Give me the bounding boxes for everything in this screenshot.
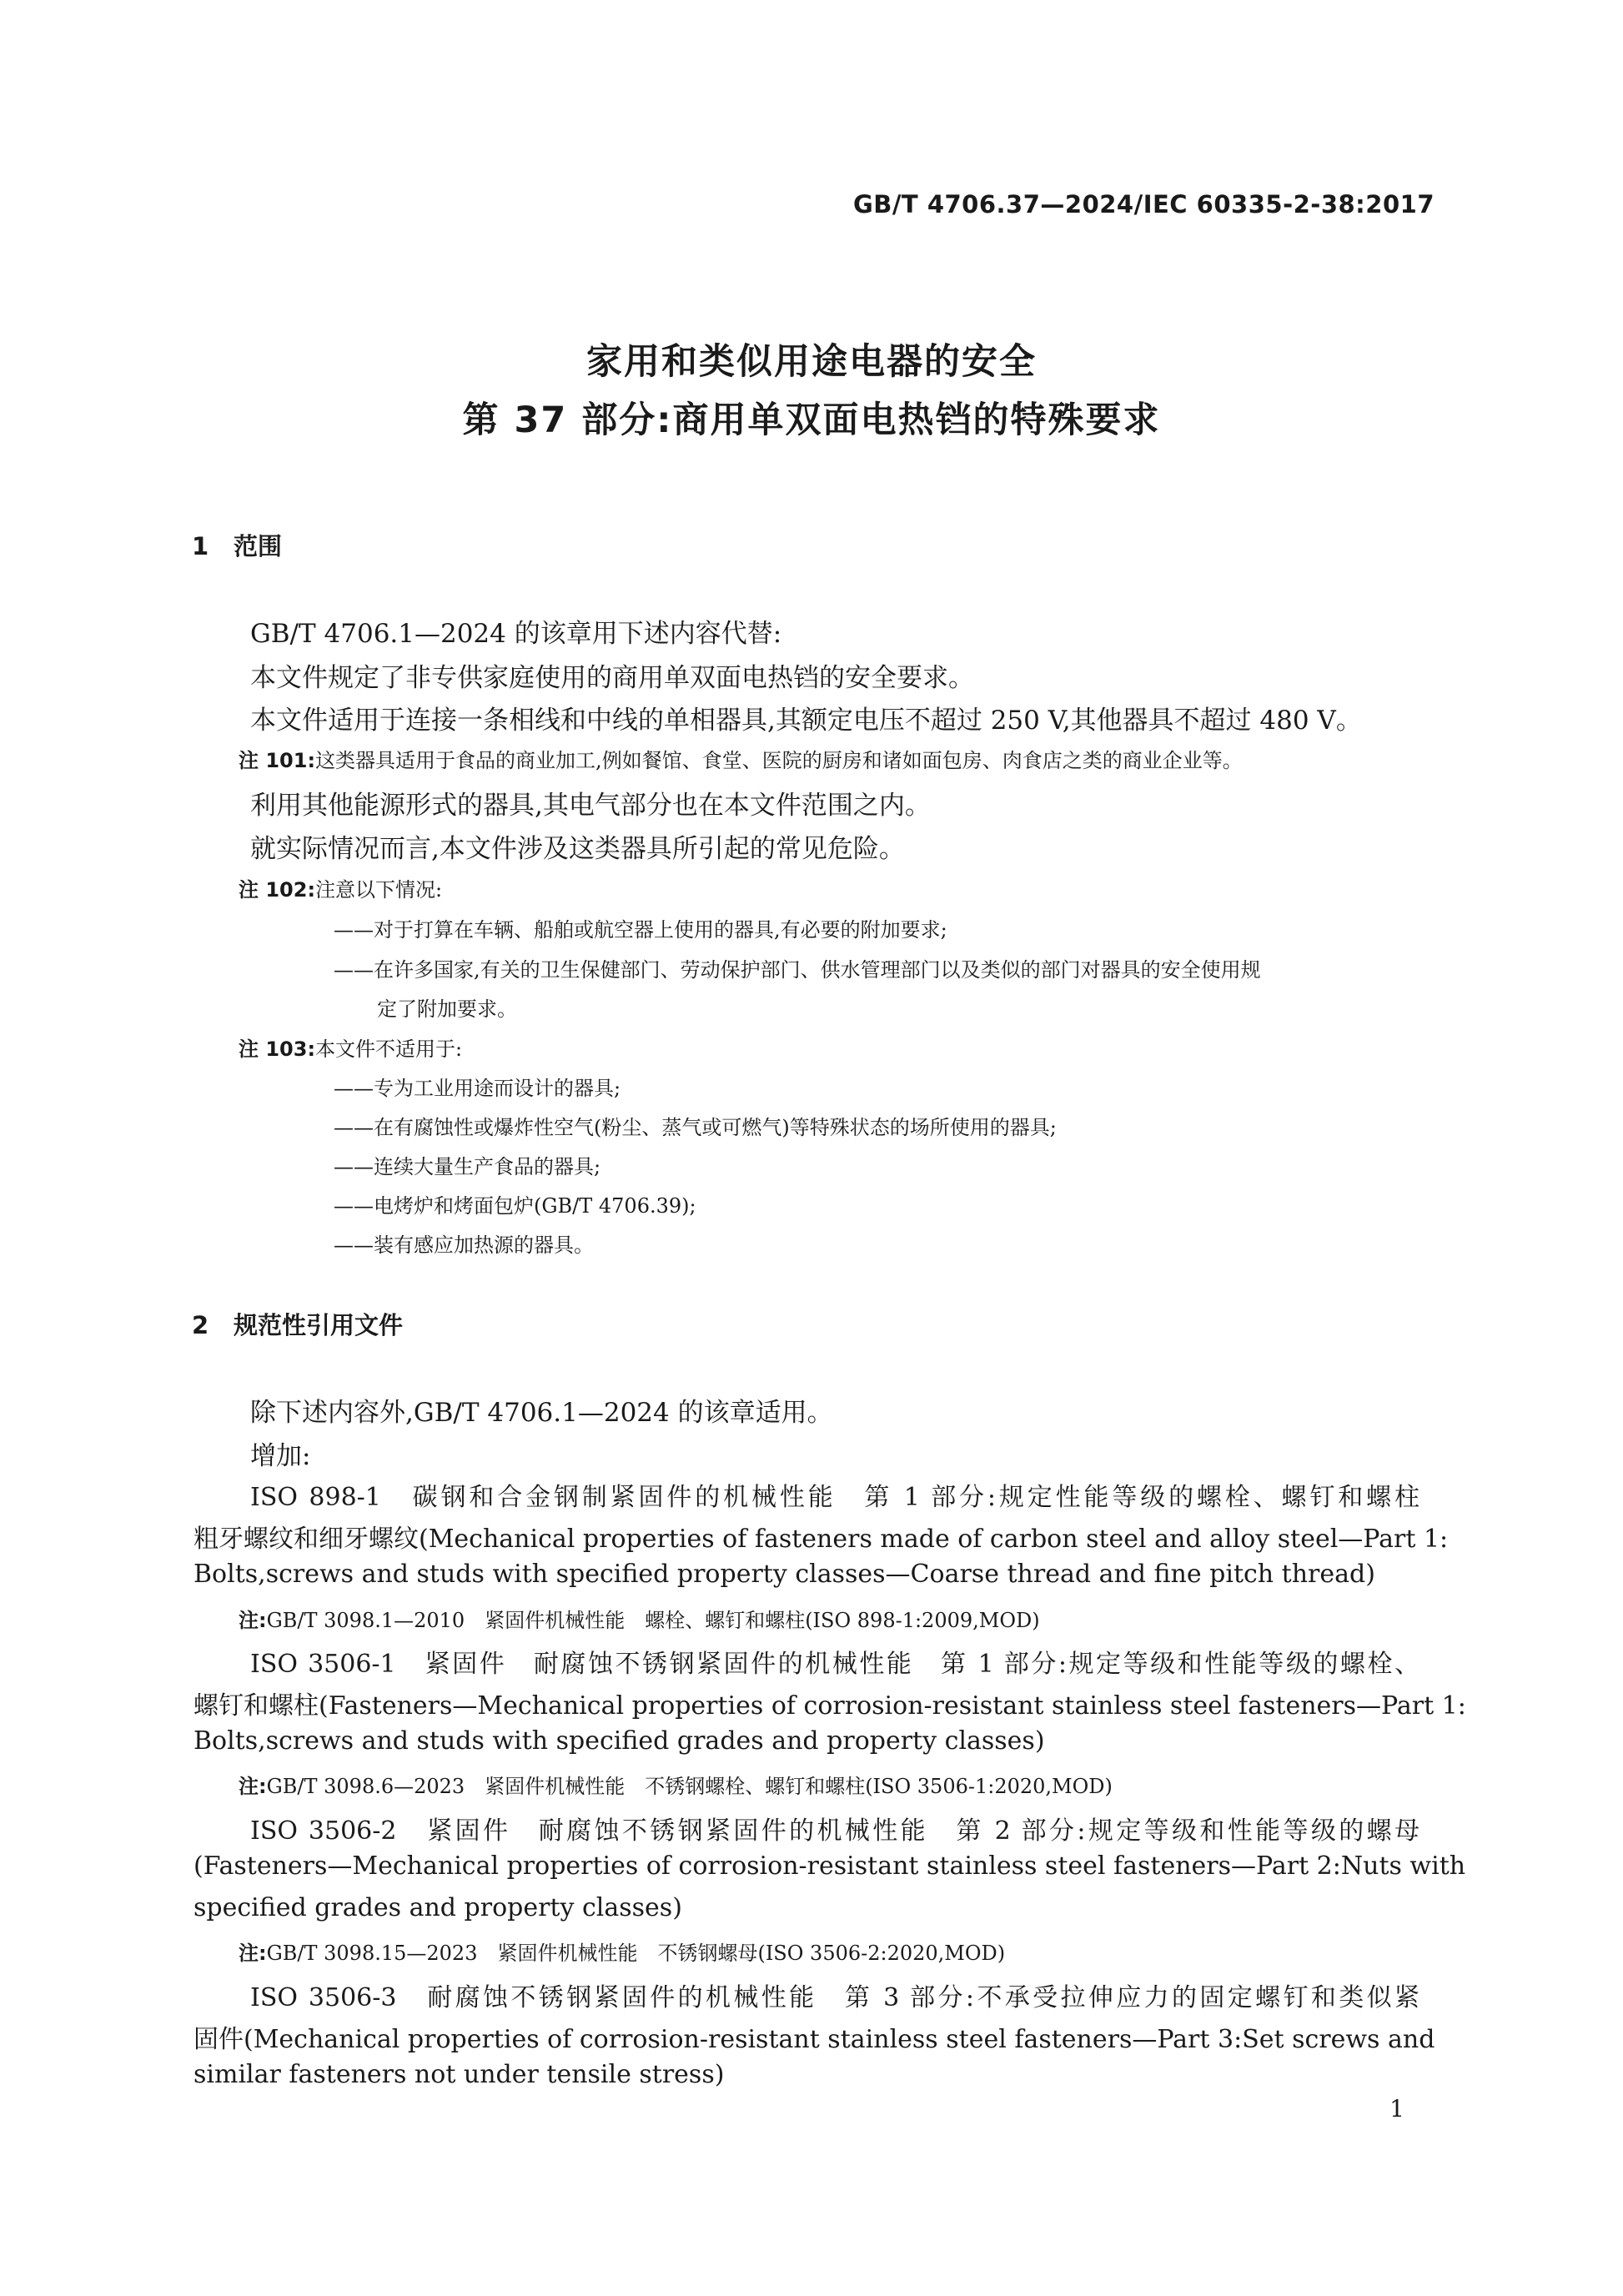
section-number: 1 [192,532,209,560]
reference-entry-line: 螺钉和螺柱(Fasteners—Mechanical properties of corrosion-resistant stainless steel fasteners—Part 1: [193,1691,1466,1721]
note-101 [239,744,1243,773]
reference-entry-line: similar fasteners not under tensile stress) [193,2060,725,2089]
note-103 [239,1032,462,1062]
reference-entry-line: Bolts,screws and studs with specified grades and property classes) [193,1726,1045,1756]
note-list-item: ——专为工业用途而设计的器具; [334,1077,621,1100]
reference-entry-line: 固件(Mechanical properties of corrosion-resistant stainless steel fasteners—Part 3:Set screws and [193,2025,1435,2054]
document-title-line2: 第 37 部分:商用单双面电热铛的特殊要求 [462,399,1161,441]
note-label: 注: [239,1775,267,1798]
note-label: 注: [239,1942,267,1965]
reference-entry-line: ISO 898-1 碳钢和合金钢制紧固件的机械性能 第 1 部分:规定性能等级的螺栓、螺钉和螺柱 [250,1483,1419,1512]
note-text: 注意以下情况: [315,878,443,902]
note-label: 注 102: [239,878,316,902]
section-number: 2 [192,1311,209,1339]
section-title: 规范性引用文件 [234,1311,404,1339]
standard-code: GB/T 4706.37—2024/IEC 60335-2-38:2017 [852,190,1435,219]
reference-note [239,1604,1040,1633]
note-list-item: ——在有腐蚀性或爆炸性空气(粉尘、蒸气或可燃气)等特殊状态的场所使用的器具; [334,1116,1057,1139]
reference-note [239,1770,1113,1799]
paragraph: 除下述内容外,GB/T 4706.1—2024 的该章适用。 [250,1398,833,1428]
note-text: GB/T 3098.15—2023 紧固件机械性能 不锈钢螺母(ISO 3506-2:2020,MOD) [266,1942,1006,1965]
document-title-line1: 家用和类似用途电器的安全 [586,341,1037,383]
reference-entry-line: specified grades and property classes) [193,1893,682,1922]
section-title: 范围 [234,532,283,560]
note-list-item: ——电烤炉和烤面包炉(GB/T 4706.39); [334,1194,696,1218]
reference-entry-line: (Fasteners—Mechanical properties of corrosion-resistant stainless steel fasteners—Part 2:Nuts with [193,1851,1466,1881]
reference-entry-line: ISO 3506-3 耐腐蚀不锈钢紧固件的机械性能 第 3 部分:不承受拉伸应力的固定螺钉和类似紧 [250,1983,1419,2012]
reference-entry-line: ISO 3506-2 紧固件 耐腐蚀不锈钢紧固件的机械性能 第 2 部分:规定等级和性能等级的螺母 [250,1816,1419,1846]
paragraph: 本文件规定了非专供家庭使用的商用单双面电热铛的安全要求。 [250,663,974,693]
note-list-item: ——装有感应加热源的器具。 [334,1233,594,1257]
section-2-heading [192,1307,403,1341]
note-list-item-continued: 定了附加要求。 [377,997,517,1021]
note-text: GB/T 3098.1—2010 紧固件机械性能 螺栓、螺钉和螺柱(ISO 898-1:2009,MOD) [266,1609,1040,1632]
paragraph: 利用其他能源形式的器具,其电气部分也在本文件范围之内。 [250,791,931,821]
reference-entry-line: Bolts,screws and studs with specified property classes—Coarse thread and fine pitch thread) [193,1560,1375,1589]
note-text: 本文件不适用于: [315,1037,463,1061]
reference-entry-line: ISO 3506-1 紧固件 耐腐蚀不锈钢紧固件的机械性能 第 1 部分:规定等级和性能等级的螺栓、 [250,1650,1419,1679]
note-102 [239,873,442,902]
paragraph: 本文件适用于连接一条相线和中线的单相器具,其额定电压不超过 250 V,其他器具不超过 480 V。 [250,706,1362,736]
paragraph: GB/T 4706.1—2024 的该章用下述内容代替: [250,619,782,649]
note-text: GB/T 3098.6—2023 紧固件机械性能 不锈钢螺栓、螺钉和螺柱(ISO 3506-1:2020,MOD) [266,1775,1113,1798]
note-list-item: ——在许多国家,有关的卫生保健部门、劳动保护部门、供水管理部门以及类似的部门对器具的安全使用规 [334,958,1261,982]
note-label: 注: [239,1609,267,1632]
paragraph: 就实际情况而言,本文件涉及这类器具所引起的常见危险。 [250,834,905,864]
note-label: 注 103: [239,1037,316,1061]
paragraph: 增加: [250,1441,311,1471]
note-list-item: ——连续大量生产食品的器具; [334,1155,601,1178]
page-number: 1 [1389,2095,1404,2123]
note-label: 注 101: [239,749,316,772]
note-text: 这类器具适用于食品的商业加工,例如餐馆、食堂、医院的厨房和诸如面包房、肉食店之类的商业企业等。 [315,749,1243,772]
section-1-heading [192,528,282,562]
reference-note [239,1937,1005,1966]
note-list-item: ——对于打算在车辆、船舶或航空器上使用的器具,有必要的附加要求; [334,918,947,942]
reference-entry-line: 粗牙螺纹和细牙螺纹(Mechanical properties of fasteners made of carbon steel and alloy steel—Part 1: [193,1525,1449,1554]
